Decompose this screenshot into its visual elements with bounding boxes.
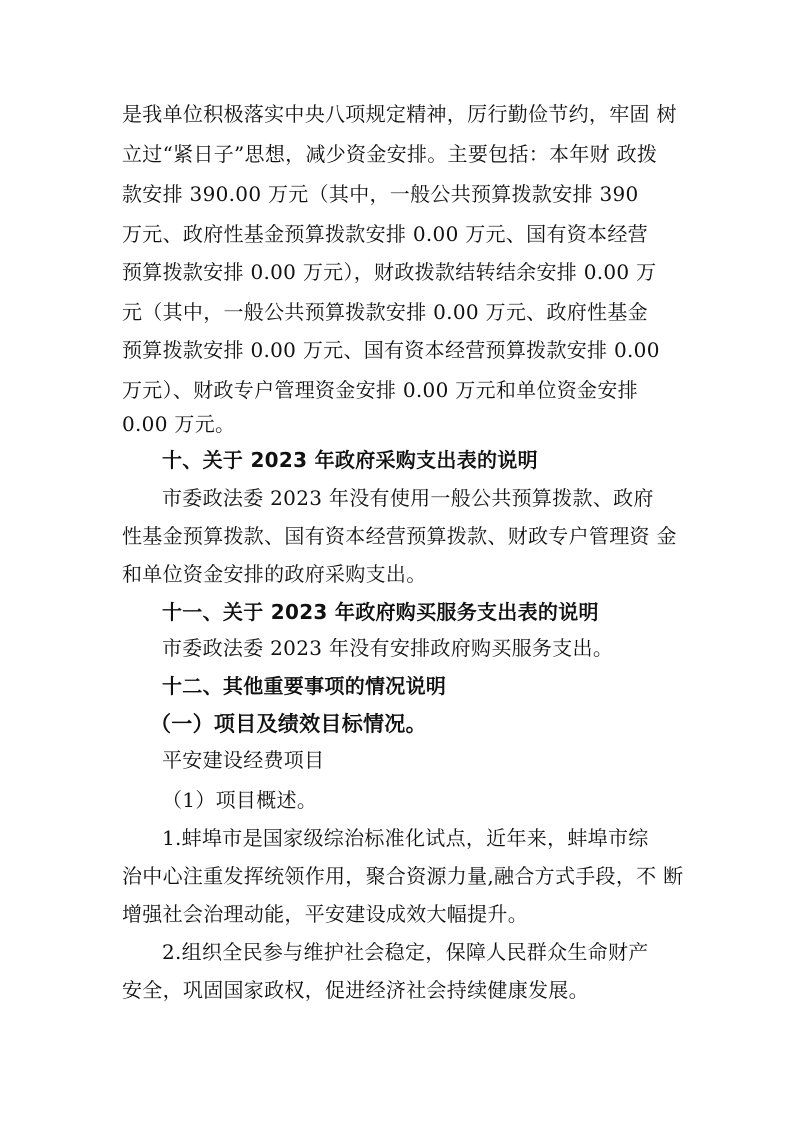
paragraph-line: 2.组织全民参与维护社会稳定，保障人民群众生命财产 xyxy=(162,940,649,964)
project-title: 平安建设经费项目 xyxy=(162,748,325,772)
paragraph-line: 1.蚌埠市是国家级综治标准化试点，近年来，蚌埠市综 xyxy=(162,826,649,850)
section-heading-12: 十二、其他重要事项的情况说明 xyxy=(162,674,447,698)
paragraph-line: 是我单位积极落实中央八项规定精神，厉行勤俭节约，牢固 树 xyxy=(122,102,677,126)
paragraph-line: 市委政法委 2023 年没有使用一般公共预算拨款、政府 xyxy=(162,486,654,510)
paragraph-line: 万元）、财政专户管理资金安排 0.00 万元和单位资金安排 xyxy=(122,378,638,402)
paragraph-line: （1）项目概述。 xyxy=(162,788,318,812)
paragraph-line: 安全，巩固国家政权，促进经济社会持续健康发展。 xyxy=(122,978,589,1002)
section-heading-11: 十一、关于 2023 年政府购买服务支出表的说明 xyxy=(162,600,599,624)
paragraph-line: 预算拨款安排 0.00 万元），财政拨款结转结余安排 0.00 万 xyxy=(122,260,657,284)
subsection-heading: （一）项目及绩效目标情况。 xyxy=(150,712,427,736)
paragraph-line: 元（其中，一般公共预算拨款安排 0.00 万元、政府性基金 xyxy=(122,300,648,324)
section-heading-10: 十、关于 2023 年政府采购支出表的说明 xyxy=(162,448,538,472)
paragraph-line: 立过“紧日子”思想，减少资金安排。主要包括：本年财 政拨 xyxy=(122,142,658,166)
paragraph-line: 治中心注重发挥统领作用，聚合资源力量,融合方式手段，不 断 xyxy=(122,864,684,888)
paragraph-line: 增强社会治理动能，平安建设成效大幅提升。 xyxy=(122,902,528,926)
paragraph-line: 预算拨款安排 0.00 万元、国有资本经营预算拨款安排 0.00 xyxy=(122,338,660,362)
paragraph-line: 性基金预算拨款、国有资本经营预算拨款、财政专户管理资 金 xyxy=(122,524,677,548)
paragraph-line: 0.00 万元。 xyxy=(122,412,236,436)
paragraph-line: 款安排 390.00 万元（其中，一般公共预算拨款安排 390 xyxy=(122,182,639,206)
paragraph-line: 和单位资金安排的政府采购支出。 xyxy=(122,562,427,586)
paragraph-line: 市委政法委 2023 年没有安排政府购买服务支出。 xyxy=(162,636,614,660)
paragraph-line: 万元、政府性基金预算拨款安排 0.00 万元、国有资本经营 xyxy=(122,222,648,246)
